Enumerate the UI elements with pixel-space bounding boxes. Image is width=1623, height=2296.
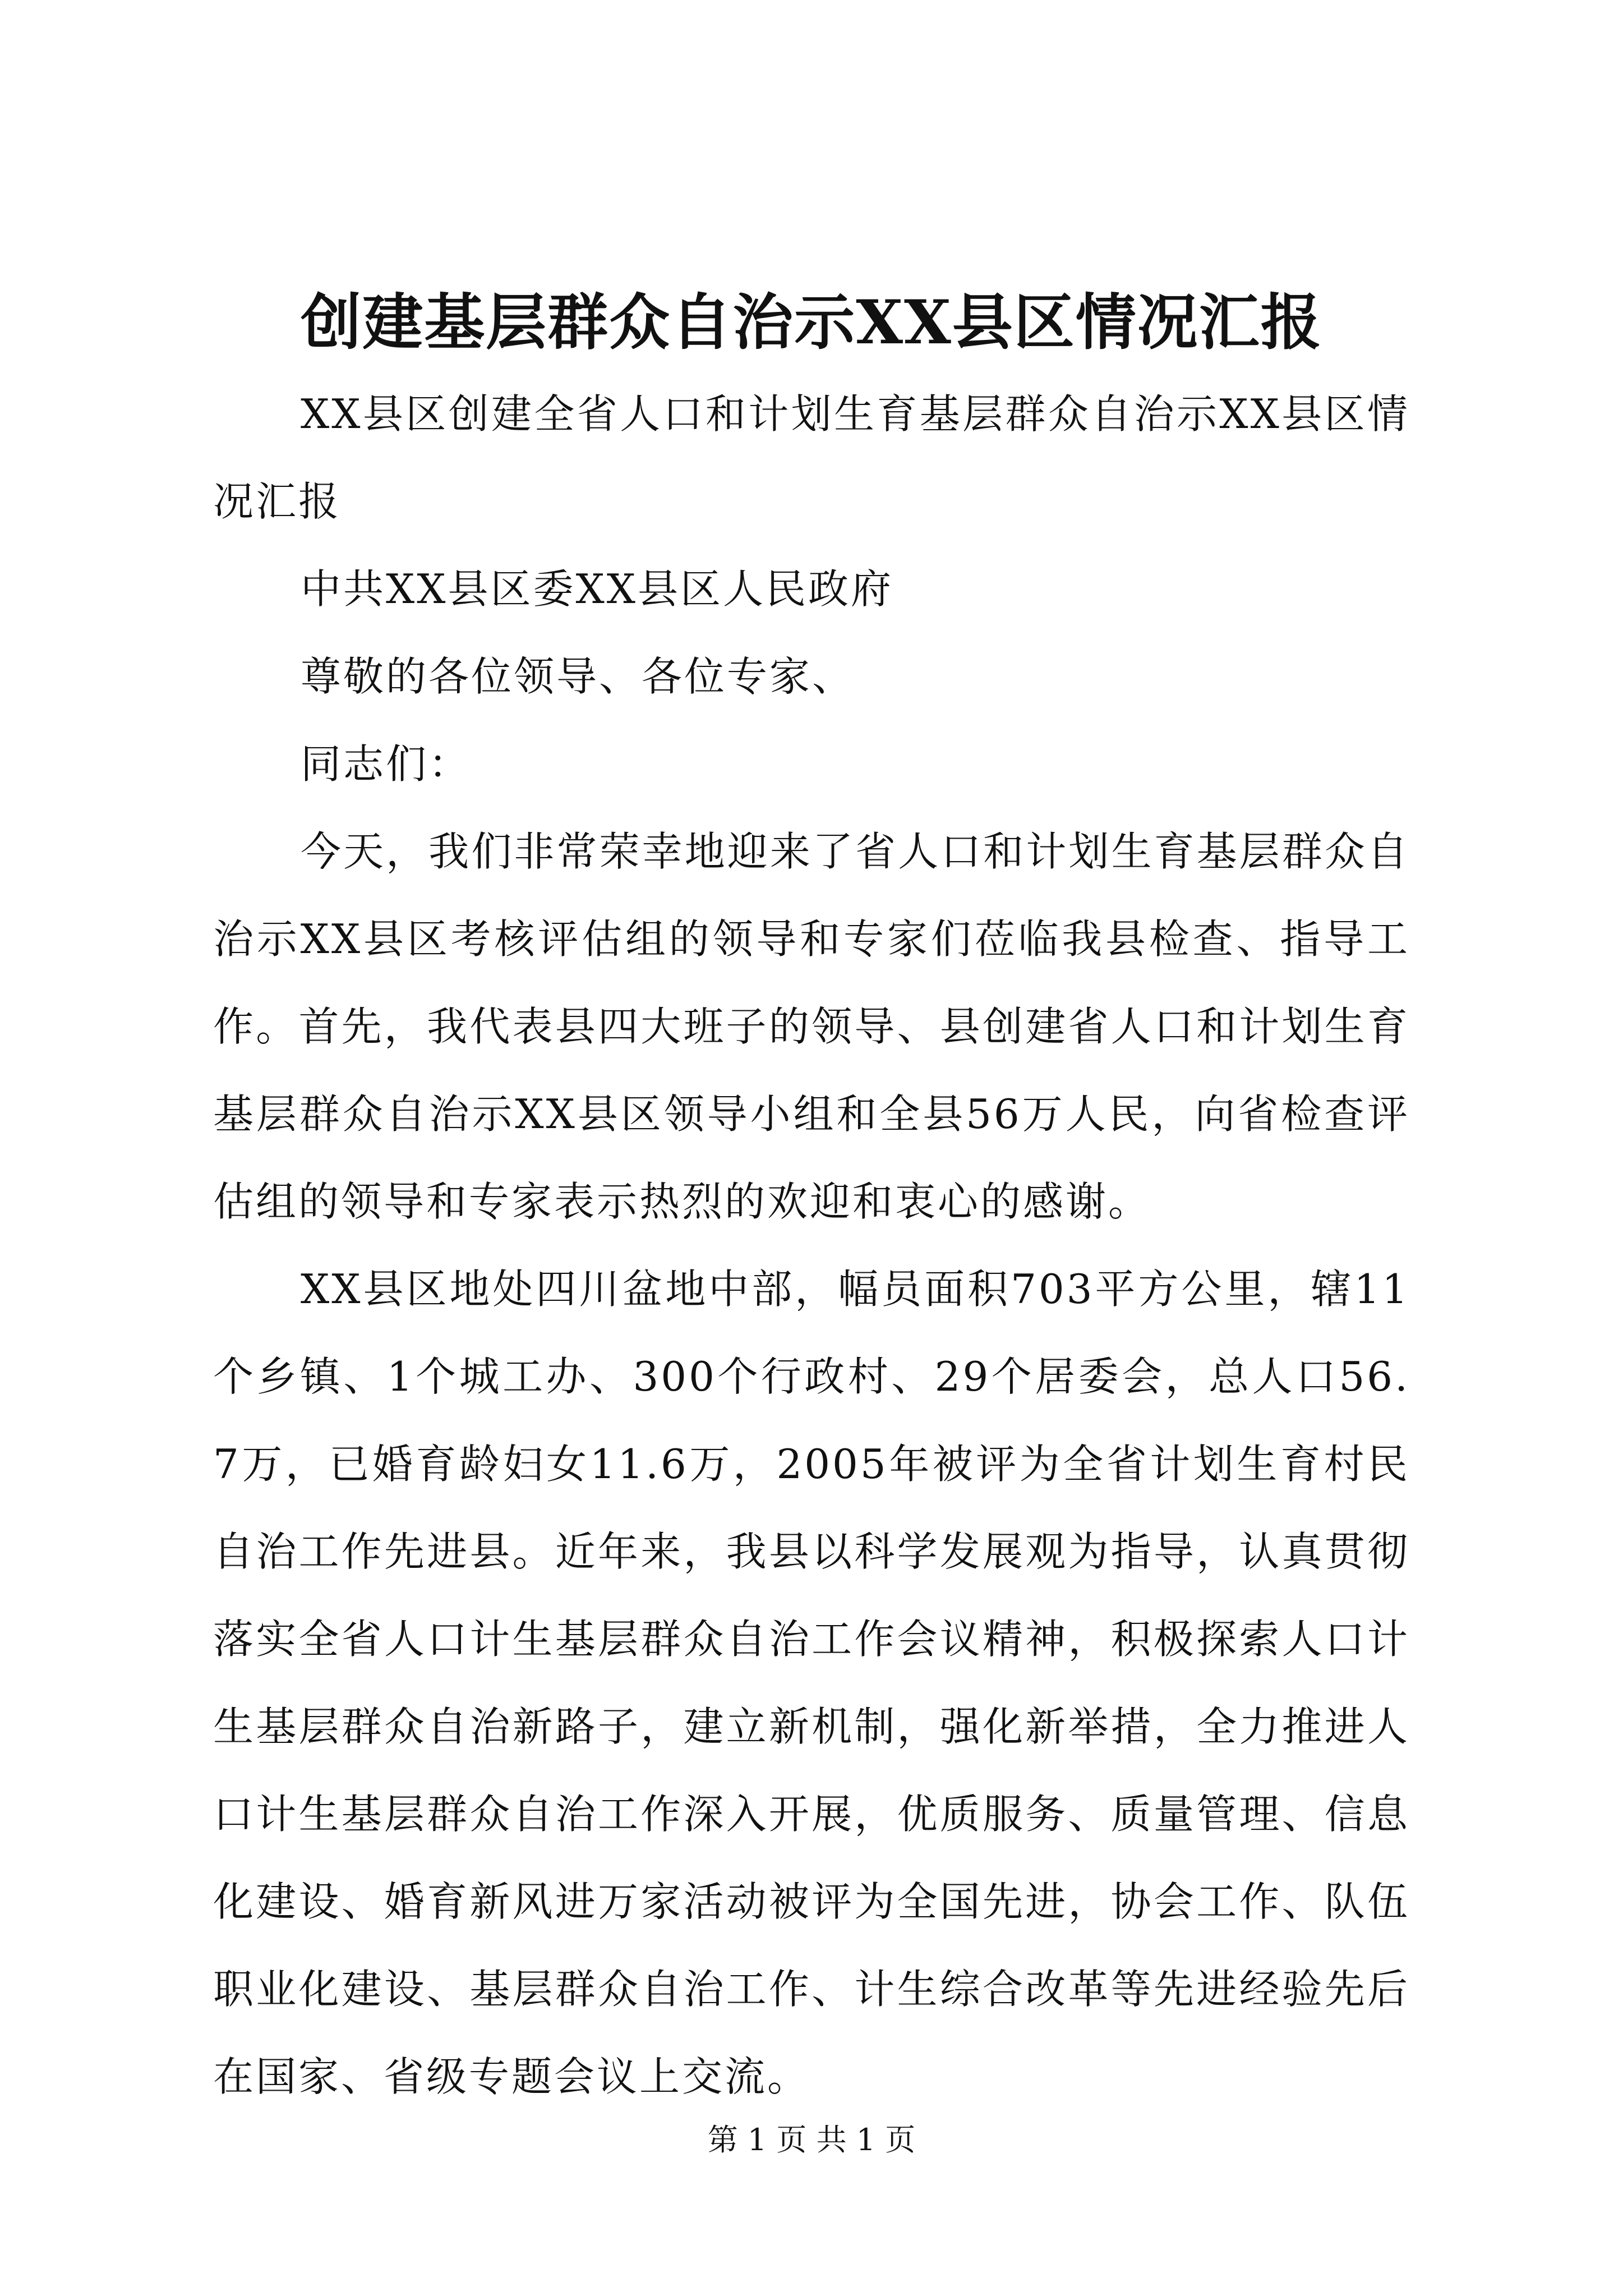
paragraph-salutation-comrades: 同志们： xyxy=(301,740,472,788)
paragraph-issuer: 中共XX县区委XX县区人民政府 xyxy=(301,565,894,613)
document-body xyxy=(213,370,1410,2120)
paragraph-report-heading: XX县区创建全省人口和计划生育基层群众自治示XX县区情况汇报 xyxy=(213,390,1410,525)
paragraph-salutation: 尊敬的各位领导、各位专家、 xyxy=(301,653,855,700)
paragraph-county-overview: XX县区地处四川盆地中部，幅员面积703平方公里，辖11个乡镇、1个城工办、300个行政村、29个居委会，总人口56.7万，已婚育龄妇女11.6万，2005年被评为全省计划生育村民自治工作先进县。近年来，我县以科学发展观为指导，认真贯彻落实全省人口计生基层群众自治工作会议精神，积极探索人口计生基层群众自治新路子，建立新机制，强化新举措，全力推进人口计生基层群众自治工作深入开展，优质服务、质量管理、信息化建设、婚育新风进万家活动被评为全国先进，协会工作、队伍职业化建设、基层群众自治工作、计生综合改革等先进经验先后在国家、省级专题会议上交流。 xyxy=(213,1266,1410,2100)
paragraph-welcome: 今天，我们非常荣幸地迎来了省人口和计划生育基层群众自治示XX县区考核评估组的领导和专家们莅临我县检查、指导工作。首先，我代表县四大班子的领导、县创建省人口和计划生育基层群众自治示XX县区领导小组和全县56万人民，向省检查评估组的领导和专家表示热烈的欢迎和衷心的感谢。 xyxy=(213,828,1410,1225)
page-footer: 第 1 页 共 1 页 xyxy=(707,2122,916,2157)
document-title: 创建基层群众自治示XX县区情况汇报 xyxy=(301,287,1322,358)
